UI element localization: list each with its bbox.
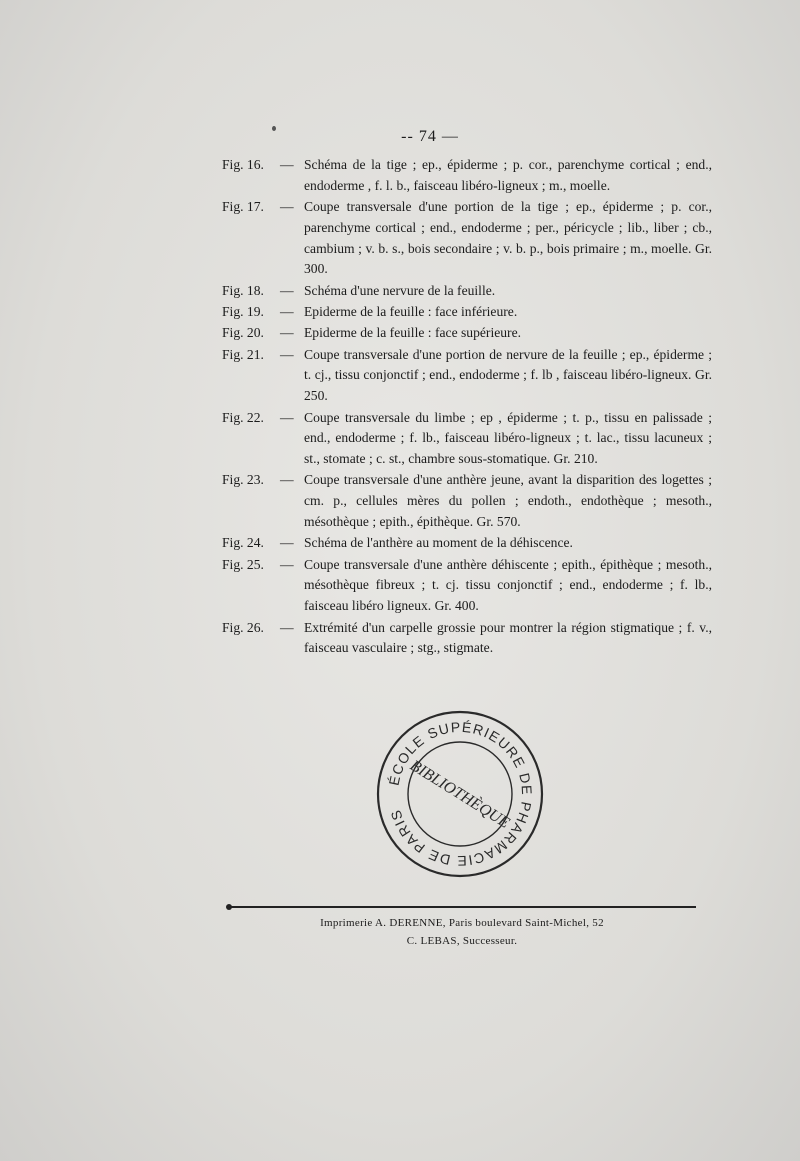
caption-dash: —	[280, 556, 294, 572]
figure-caption	[222, 323, 712, 344]
caption-dash: —	[280, 199, 294, 215]
figure-label: Fig. 20.	[222, 325, 264, 341]
caption-text: Extrémité d'un carpelle grossie pour montrer la région stigmatique ; f. v., faisceau vasculaire ; stg., stigmate.	[304, 619, 712, 656]
figure-captions	[222, 155, 712, 660]
imprint-line-2: C. LEBAS, Successeur.	[406, 935, 518, 947]
figure-caption	[222, 470, 712, 532]
imprint-rule	[228, 906, 696, 908]
figure-caption	[222, 302, 712, 323]
caption-text: Schéma d'une nervure de la feuille.	[304, 282, 496, 298]
stamp-center-text: BIBLIOTHÈQUE	[406, 757, 513, 832]
figure-label: Fig. 19.	[222, 304, 264, 320]
stamp-ring-text: ÉCOLE SUPÉRIEURE DE PHARMACIE DE PARIS	[385, 718, 536, 870]
page-number: -- 74 —	[401, 128, 459, 145]
figure-label: Fig. 26.	[222, 619, 264, 635]
figure-label: Fig. 22.	[222, 409, 264, 425]
caption-dash: —	[280, 282, 294, 298]
caption-dash: —	[280, 325, 294, 341]
caption-dash: —	[280, 304, 294, 320]
figure-caption	[222, 281, 712, 302]
imprint-line-1: Imprimerie A. DERENNE, Paris boulevard Saint-Michel, 52	[320, 917, 604, 929]
figure-label: Fig. 23.	[222, 472, 264, 488]
caption-text: Coupe transversale du limbe ; ep , épiderme ; t. p., tissu en palissade ; end., endoderme ; f. lb., faisceau libéro-ligneux ; t. lac., tissu lacuneux ; st., stomate ; c. st., chambre sous-stomatique. Gr. 210.	[304, 409, 712, 467]
caption-text: Epiderme de la feuille : face inférieure.	[304, 304, 518, 320]
figure-label: Fig. 21.	[222, 346, 264, 362]
caption-text: Schéma de la tige ; ep., épiderme ; p. cor., parenchyme cortical ; end., endoderme , f. l. b., faisceau libéro-ligneux ; m., moelle.	[304, 157, 712, 193]
library-stamp	[374, 708, 546, 880]
caption-text: Coupe transversale d'une anthère déhiscente ; epith., épithèque ; mesoth., mésothèque fibreux ; t. cj. tissu conjonctif ; end., endoderme ; f. lb., faisceau libéro ligneux. Gr. 400.	[304, 556, 712, 614]
caption-dash: —	[280, 346, 294, 362]
caption-text: Coupe transversale d'une portion de la tige ; ep., épiderme ; p. cor., parenchyme cortical ; end., endoderme ; per., péricycle ; lib., liber ; cb., cambium ; v. b. s., bois secondaire ; v. b. p., bois primaire ; m., moelle. Gr. 300.	[304, 199, 712, 277]
figure-label: Fig. 17.	[222, 199, 264, 215]
figure-caption	[222, 197, 712, 280]
figure-label: Fig. 24.	[222, 535, 264, 551]
caption-dash: —	[280, 619, 294, 635]
caption-dash: —	[280, 409, 294, 425]
figure-caption	[222, 155, 712, 197]
figure-caption	[222, 555, 712, 617]
caption-dash: —	[280, 472, 294, 488]
caption-text: Coupe transversale d'une portion de nervure de la feuille ; ep., épiderme ; t. cj., tissu conjonctif ; end., endoderme ; f. lb , faisceau libéro-ligneux. Gr. 250.	[304, 346, 712, 404]
caption-dash: —	[280, 157, 294, 172]
caption-text: Coupe transversale d'une anthère jeune, avant la disparition des logettes ; cm. p., cellules mères du pollen ; endoth., endothèque ; mesoth., mésothèque ; epith., épithèque. Gr. 570.	[304, 472, 712, 530]
figure-caption	[222, 408, 712, 470]
figure-caption	[222, 618, 712, 660]
figure-label: Fig. 16.	[222, 157, 264, 172]
caption-text: Schéma de l'anthère au moment de la déhiscence.	[304, 535, 573, 551]
figure-label: Fig. 18.	[222, 282, 264, 298]
figure-caption	[222, 345, 712, 407]
caption-dash: —	[280, 535, 294, 551]
caption-text: Epiderme de la feuille : face supérieure.	[304, 325, 522, 341]
figure-caption	[222, 533, 712, 554]
figure-label: Fig. 25.	[222, 556, 264, 572]
